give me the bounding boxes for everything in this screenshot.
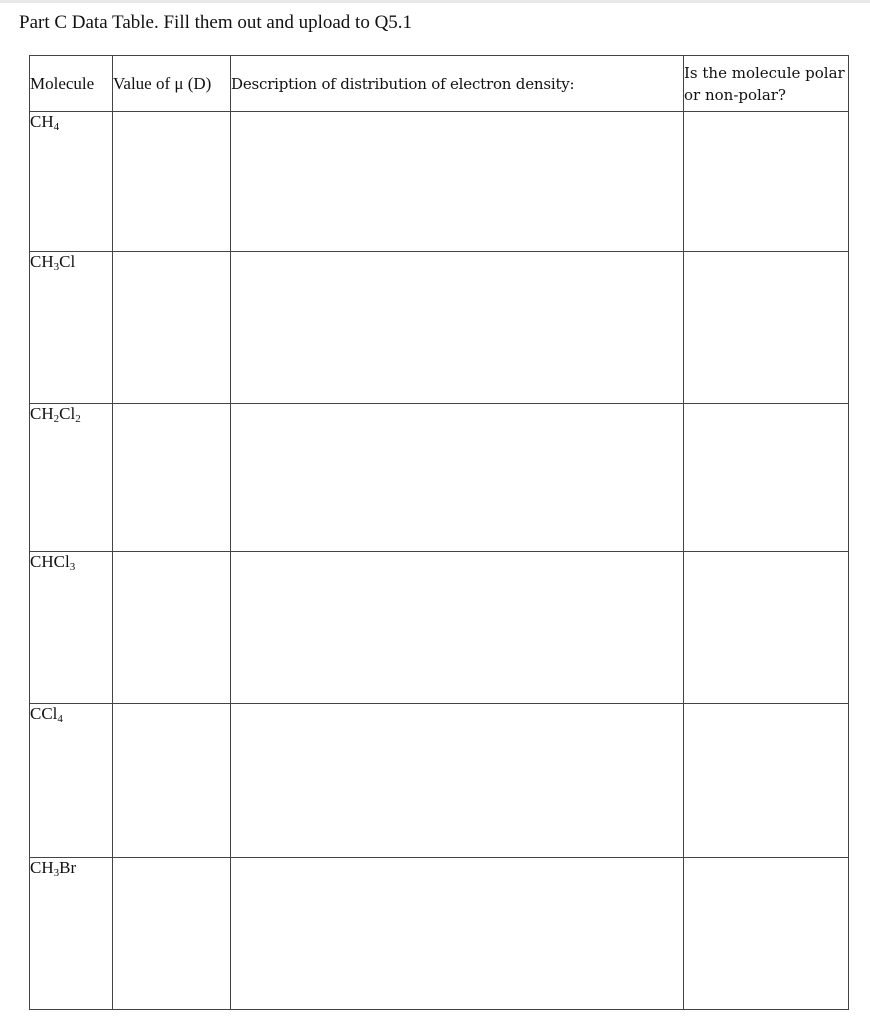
description-cell[interactable] [231, 552, 684, 704]
header-polar [684, 56, 849, 112]
table-row [30, 704, 849, 858]
mu-value-cell[interactable] [113, 112, 231, 252]
description-cell[interactable] [231, 112, 684, 252]
molecule-cell [30, 704, 113, 858]
header-mu-label: Value of μ (D) [113, 74, 212, 93]
polarity-cell[interactable] [684, 404, 849, 552]
header-description [231, 56, 684, 112]
table-row [30, 112, 849, 252]
header-description-label: Description of distribution of electron density: [231, 74, 575, 93]
header-molecule-label: Molecule [30, 74, 95, 93]
description-cell[interactable] [231, 704, 684, 858]
polarity-cell[interactable] [684, 704, 849, 858]
mu-value-cell[interactable] [113, 552, 231, 704]
table-header-row [30, 56, 849, 112]
polarity-cell[interactable] [684, 112, 849, 252]
mu-value-cell[interactable] [113, 858, 231, 1010]
polarity-cell[interactable] [684, 252, 849, 404]
description-cell[interactable] [231, 252, 684, 404]
table-row [30, 252, 849, 404]
molecule-formula: $CH_2Cl_2$ [30, 404, 81, 425]
molecule-cell [30, 112, 113, 252]
molecule-cell [30, 552, 113, 704]
molecule-cell [30, 858, 113, 1010]
table-row [30, 858, 849, 1010]
mu-value-cell[interactable] [113, 704, 231, 858]
header-mu [113, 56, 231, 112]
mu-value-cell[interactable] [113, 404, 231, 552]
mu-value-cell[interactable] [113, 252, 231, 404]
polarity-cell[interactable] [684, 552, 849, 704]
page-title: Part C Data Table. Fill them out and upload to Q5.1 [19, 12, 413, 33]
description-cell[interactable] [231, 858, 684, 1010]
molecule-formula: $CH_3Cl$ [30, 252, 76, 273]
molecule-cell [30, 404, 113, 552]
molecule-formula: CHCl$_3$ [30, 552, 76, 573]
top-rule [0, 0, 870, 3]
molecule-formula: $CH_3Br$ [30, 858, 77, 879]
header-polar-label: Is the molecule polar or non-polar? [684, 63, 845, 104]
table-row [30, 404, 849, 552]
molecule-cell [30, 252, 113, 404]
description-cell[interactable] [231, 404, 684, 552]
table-row [30, 552, 849, 704]
header-molecule [30, 56, 113, 112]
polarity-cell[interactable] [684, 858, 849, 1010]
molecule-formula: $CH_4$ [30, 112, 60, 133]
molecule-formula: CCl$_4$ [30, 704, 63, 725]
data-table [29, 55, 849, 1010]
